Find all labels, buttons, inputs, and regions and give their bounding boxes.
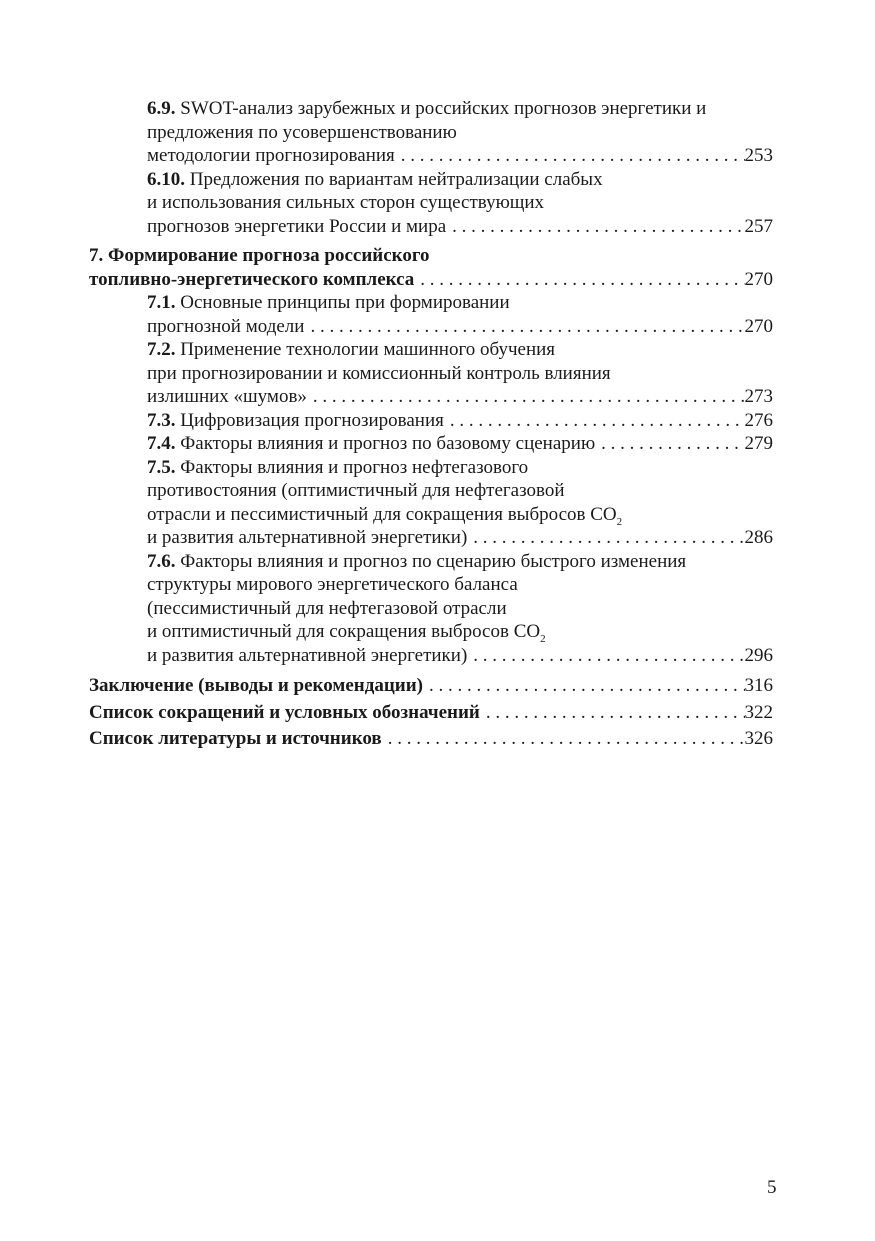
toc-entry-line	[89, 268, 773, 292]
toc-entry-title-line: противостояния (оптимистичный для нефтегазовой	[147, 480, 565, 501]
toc-entry-line	[89, 409, 773, 433]
toc-entry-title-line: Применение технологии машинного обучения	[180, 339, 556, 360]
toc-entry-number: 7.5.	[147, 456, 176, 478]
dot-leader	[304, 315, 744, 339]
toc-entry-title-line: и развития альтернативной энергетики)	[147, 527, 468, 548]
toc-entry-title-line: Факторы влияния и прогноз по сценарию быстрого изменения	[180, 550, 687, 572]
toc-page-number: 270	[744, 268, 773, 290]
toc-entry-line	[89, 432, 773, 456]
toc-entry-line	[89, 727, 773, 751]
dot-leader	[382, 727, 745, 751]
toc-entry-number: 7.4.	[147, 433, 176, 454]
toc-page-number: 276	[744, 409, 773, 431]
dot-leader	[444, 409, 745, 433]
toc-entry-line	[89, 215, 773, 239]
subscript: 2	[540, 633, 546, 644]
toc-entry-number: 7.2.	[147, 339, 176, 360]
toc-entry-line	[89, 674, 773, 698]
toc-entry-line	[89, 385, 773, 409]
toc-page-number: 316	[744, 675, 773, 696]
toc-entry-line	[89, 168, 773, 192]
toc-page-number: 296	[744, 644, 773, 666]
toc-entry-6-10	[89, 168, 773, 239]
subscript: 2	[616, 515, 623, 526]
toc-entry-number: 6.10.	[147, 168, 185, 190]
toc-entry-number: 6.9.	[147, 98, 176, 119]
toc-entry-abbreviations	[89, 701, 773, 725]
toc-entry-line	[89, 644, 773, 668]
dot-leader	[307, 385, 745, 409]
toc-entry-title-line: излишних «шумов»	[147, 386, 307, 407]
toc-entry-title-line: SWOT-анализ зарубежных и российских прогнозов энергетики и	[180, 98, 707, 119]
toc-entry-6-9	[89, 97, 773, 168]
toc-entry-7-5	[89, 456, 773, 550]
toc-entry-line	[89, 550, 773, 574]
dot-leader	[395, 144, 745, 168]
toc-entry-title-line: и развития альтернативной энергетики)	[147, 644, 468, 666]
toc-entry-conclusion	[89, 674, 773, 698]
toc-entry-line	[89, 701, 773, 725]
toc-entry-title-line: Основные принципы при формировании	[180, 292, 510, 313]
dot-leader	[467, 526, 744, 550]
toc-entry-number: 7.	[89, 245, 104, 266]
toc-entry-title-line: Заключение (выводы и рекомендации)	[89, 675, 423, 696]
toc-entry-title-line: при прогнозировании и комиссионный контроль влияния	[147, 362, 611, 384]
toc-entry-number: 7.3.	[147, 409, 176, 431]
toc-entry-line	[89, 479, 773, 503]
toc-entry-line	[89, 244, 773, 268]
toc-entry-line	[89, 573, 773, 597]
toc-page-number: 273	[744, 386, 773, 407]
table-of-contents	[89, 97, 773, 751]
toc-entry-7	[89, 244, 773, 291]
toc-entry-references	[89, 727, 773, 751]
toc-entry-number: 7.6.	[147, 550, 176, 572]
toc-entry-title-line: методологии прогнозирования	[147, 145, 395, 166]
dot-leader	[423, 674, 745, 698]
toc-page-number: 257	[744, 215, 773, 237]
toc-entry-title-line: предложения по усовершенствованию	[147, 121, 457, 143]
toc-entry-title-line: Факторы влияния и прогноз нефтегазового	[180, 456, 529, 478]
toc-entry-line	[89, 362, 773, 386]
toc-entry-7-6	[89, 550, 773, 668]
toc-entry-title-line: отрасли и пессимистичный для сокращения выбросов CO	[147, 503, 617, 525]
dot-leader	[446, 215, 744, 239]
toc-entry-line	[89, 191, 773, 215]
toc-entry-title-line: и оптимистичный для сокращения выбросов CO	[147, 621, 541, 642]
toc-entry-title-line: Факторы влияния и прогноз по базовому сценарию	[180, 433, 596, 454]
toc-entry-title-line: Предложения по вариантам нейтрализации слабых	[189, 168, 603, 190]
toc-entry-line	[89, 315, 773, 339]
toc-entry-title-line: прогнозов энергетики России и мира	[147, 215, 447, 237]
toc-entry-line	[89, 338, 773, 362]
toc-entry-title-line: Список литературы и источников	[89, 728, 382, 749]
toc-entry-7-4	[89, 432, 773, 456]
toc-entry-title-line: Формирование прогноза российского	[108, 245, 430, 266]
toc-page-number: 270	[744, 315, 773, 337]
toc-page-number: 286	[744, 527, 773, 548]
toc-entry-line	[89, 526, 773, 550]
toc-entry-7-2	[89, 338, 773, 409]
toc-entry-title-line: структуры мирового энергетического баланса	[147, 574, 518, 595]
toc-entry-title-line: (пессимистичный для нефтегазовой отрасли	[147, 597, 507, 619]
toc-entry-title-line: Список сокращений и условных обозначений	[89, 701, 480, 723]
toc-entry-number: 7.1.	[147, 292, 176, 313]
toc-entry-7-3	[89, 409, 773, 433]
toc-entry-title-line: топливно-энергетического комплекса	[89, 268, 415, 290]
toc-entry-line	[89, 503, 773, 527]
toc-page-number: 279	[744, 433, 773, 454]
dot-leader	[414, 268, 744, 292]
page-number: 5	[767, 1177, 777, 1198]
toc-page-number: 322	[744, 701, 773, 723]
toc-page-number: 326	[744, 728, 773, 749]
toc-entry-title-line: и использования сильных сторон существующих	[147, 192, 545, 213]
toc-entry-line	[89, 144, 773, 168]
toc-entry-line	[89, 291, 773, 315]
toc-entry-title-line: прогнозной модели	[147, 315, 305, 337]
toc-entry-title-line: Цифровизация прогнозирования	[180, 409, 444, 431]
dot-leader	[480, 701, 745, 725]
toc-entry-line	[89, 121, 773, 145]
toc-entry-line	[89, 97, 773, 121]
toc-entry-line	[89, 597, 773, 621]
toc-entry-line	[89, 456, 773, 480]
dot-leader	[467, 644, 744, 668]
toc-page-number: 253	[744, 145, 773, 166]
toc-entry-line	[89, 620, 773, 644]
toc-entry-7-1	[89, 291, 773, 338]
dot-leader	[595, 432, 744, 456]
